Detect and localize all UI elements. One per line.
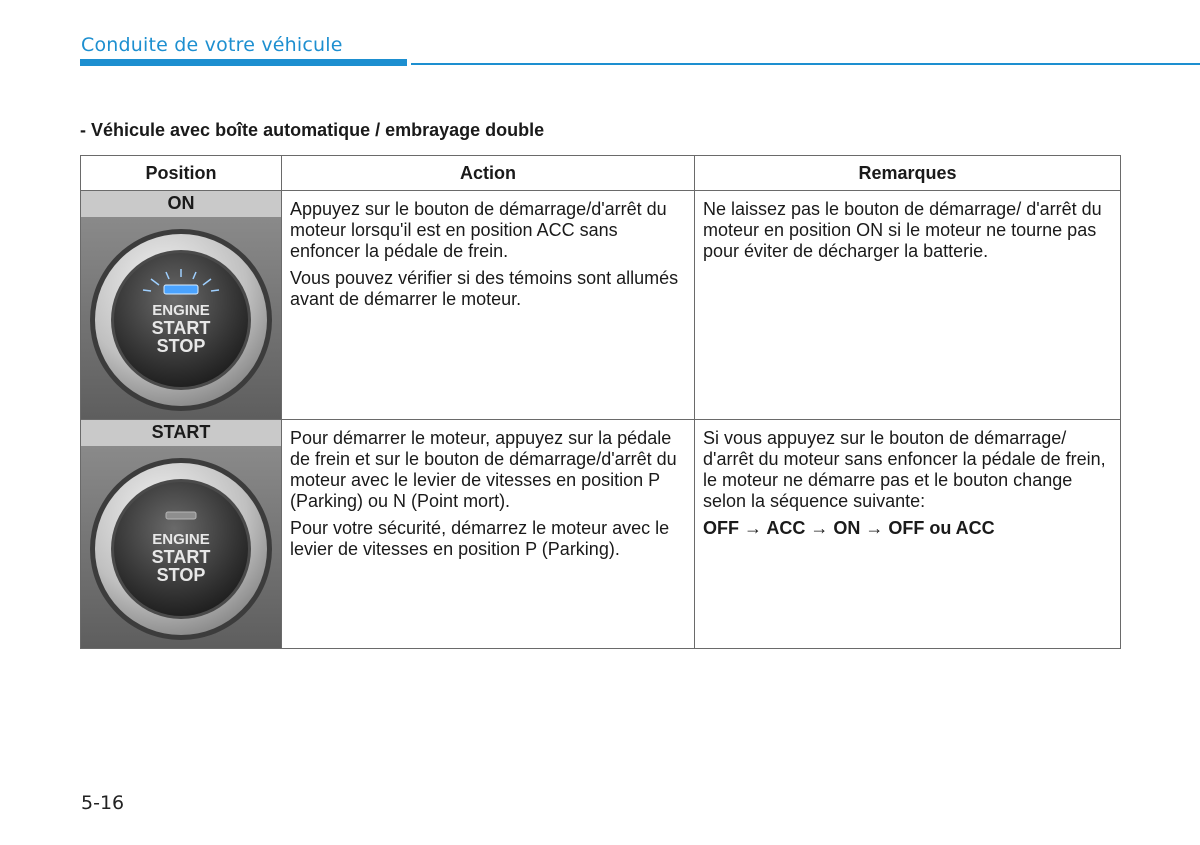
- stop-text: STOP: [156, 336, 206, 356]
- engine-text: ENGINE: [152, 302, 210, 319]
- start-text: START: [151, 318, 211, 338]
- action-paragraph: Appuyez sur le bouton de démarrage/d'arrêt du moteur lorsqu'il est en position ACC sans enfoncer la pédale de frein.: [290, 199, 667, 261]
- start-text: START: [151, 547, 211, 567]
- header-action: Action: [282, 156, 695, 191]
- table-header-row: [81, 156, 1121, 191]
- action-cell: [282, 420, 695, 649]
- position-cell: [81, 191, 282, 420]
- action-paragraph: Vous pouvez vérifier si des témoins sont allumés avant de démarrer le moteur.: [290, 268, 679, 309]
- engine-text: ENGINE: [152, 531, 210, 548]
- stop-text: STOP: [156, 565, 206, 585]
- page-number: 5-16: [81, 792, 125, 814]
- engine-start-button-image: [81, 217, 281, 419]
- header-remarks: Remarques: [695, 156, 1121, 191]
- section-title: Conduite de votre véhicule: [81, 34, 343, 56]
- action-paragraph: Pour votre sécurité, démarrez le moteur avec le levier de vitesses en position P (Parking).: [290, 518, 670, 559]
- remarks-cell: [695, 420, 1121, 649]
- header-accent-bar: [80, 59, 407, 66]
- table-row: [81, 191, 1121, 420]
- engine-start-button-image: [81, 446, 281, 648]
- position-label: ON: [81, 191, 281, 217]
- table-row: [81, 420, 1121, 649]
- position-label: START: [81, 420, 281, 446]
- ignition-positions-table: [80, 155, 1121, 649]
- header-position: Position: [81, 156, 282, 191]
- remarks-paragraph: Ne laissez pas le bouton de démarrage/ d'arrêt du moteur en position ON si le moteur ne tourne pas pour éviter de décharger la batterie.: [703, 199, 1102, 261]
- remarks-cell: [695, 191, 1121, 420]
- remarks-paragraph: Si vous appuyez sur le bouton de démarrage/ d'arrêt du moteur sans enfoncer la pédale de frein, le moteur ne démarre pas et le bouton change selon la séquence suivante:: [703, 428, 1106, 511]
- indicator-light-off-icon: [166, 512, 196, 519]
- state-sequence: OFF → ACC → ON → OFF ou ACC: [703, 518, 995, 538]
- action-cell: [282, 191, 695, 420]
- subtitle: - Véhicule avec boîte automatique / embrayage double: [80, 120, 545, 140]
- action-paragraph: Pour démarrer le moteur, appuyez sur la pédale de frein et sur le bouton de démarrage/d'arrêt du moteur avec le levier de vitesses en position P (Parking) ou N (Point mort).: [290, 428, 677, 511]
- position-cell: [81, 420, 282, 649]
- header-rule: [411, 63, 1200, 65]
